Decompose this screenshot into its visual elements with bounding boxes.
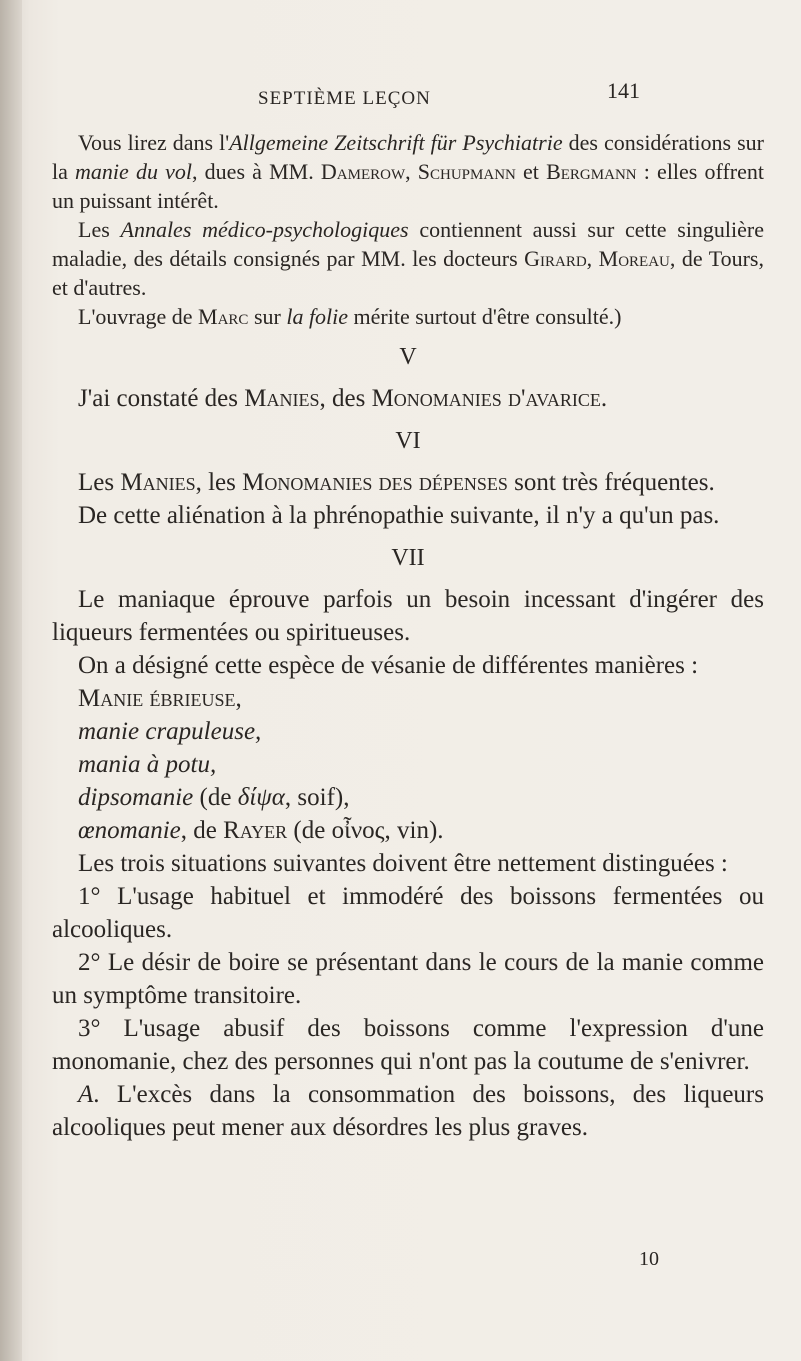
running-head: SEPTIÈME LEÇON bbox=[258, 88, 431, 109]
paragraph-maniaque: Le maniaque éprouve parfois un besoin incessant d'ingérer des liqueurs fermentées ou spiritueuses. bbox=[52, 586, 764, 646]
paragraph-situation-3: 3° L'usage abusif des boissons comme l'expression d'une monomanie, chez des personnes qui n'ont pas la coutume de s'enivrer. bbox=[52, 1015, 764, 1075]
paragraph-annales: Les Annales médico-psychologiques contiennent aussi sur cette singulière maladie, des détails consignés par MM. les docteurs Girard, Moreau, de Tours, et d'autres. bbox=[52, 217, 765, 300]
page-body bbox=[52, 128, 764, 1144]
list-item-dipsomanie: dipsomanie (de δίψα, soif), bbox=[78, 784, 350, 811]
list-item-oenomanie: œnomanie, de Rayer (de οἶνος, vin). bbox=[78, 817, 444, 844]
page-number: 141 bbox=[607, 78, 640, 103]
paragraph-trois-situations: Les trois situations suivantes doivent être nettement distinguées : bbox=[78, 850, 728, 877]
paragraph-marc: L'ouvrage de Marc sur la folie mérite surtout d'être consulté.) bbox=[78, 304, 622, 329]
list-item-manie-crapuleuse: manie crapuleuse, bbox=[78, 718, 262, 745]
paragraph-designations: On a désigné cette espèce de vésanie de différentes manières : bbox=[78, 652, 699, 679]
list-item-mania-a-potu: mania à potu, bbox=[78, 751, 217, 778]
paragraph-exces: A. L'excès dans la consommation des boissons, des liqueurs alcooliques peut mener aux désordres les plus graves. bbox=[52, 1081, 764, 1141]
paragraph-depenses: Les Manies, les Monomanies des dépenses sont très fréquentes. bbox=[78, 469, 715, 496]
section-heading-vi: VI bbox=[395, 428, 421, 454]
paragraph-situation-1: 1° L'usage habituel et immodéré des boissons fermentées ou alcooliques. bbox=[52, 883, 764, 943]
signature-mark: 10 bbox=[639, 1248, 659, 1270]
page-gutter-shadow bbox=[0, 0, 22, 1361]
paragraph-allgemeine: Vous lirez dans l'Allgemeine Zeitschrift für Psychiatrie des considérations sur la manie du vol, dues à MM. Damerow, Schupmann et Bergmann : elles offrent un puissant intérêt. bbox=[52, 130, 764, 213]
section-heading-v: V bbox=[399, 344, 417, 370]
list-item-manie-ebrieuse: Manie ébrieuse, bbox=[78, 685, 242, 712]
paragraph-phrenopathie: De cette aliénation à la phrénopathie suivante, il n'y a qu'un pas. bbox=[78, 502, 720, 529]
paragraph-situation-2: 2° Le désir de boire se présentant dans le cours de la manie comme un symptôme transitoire. bbox=[52, 949, 764, 1009]
section-heading-vii: VII bbox=[391, 545, 425, 571]
paragraph-avarice: J'ai constaté des Manies, des Monomanies d'avarice. bbox=[78, 385, 608, 412]
